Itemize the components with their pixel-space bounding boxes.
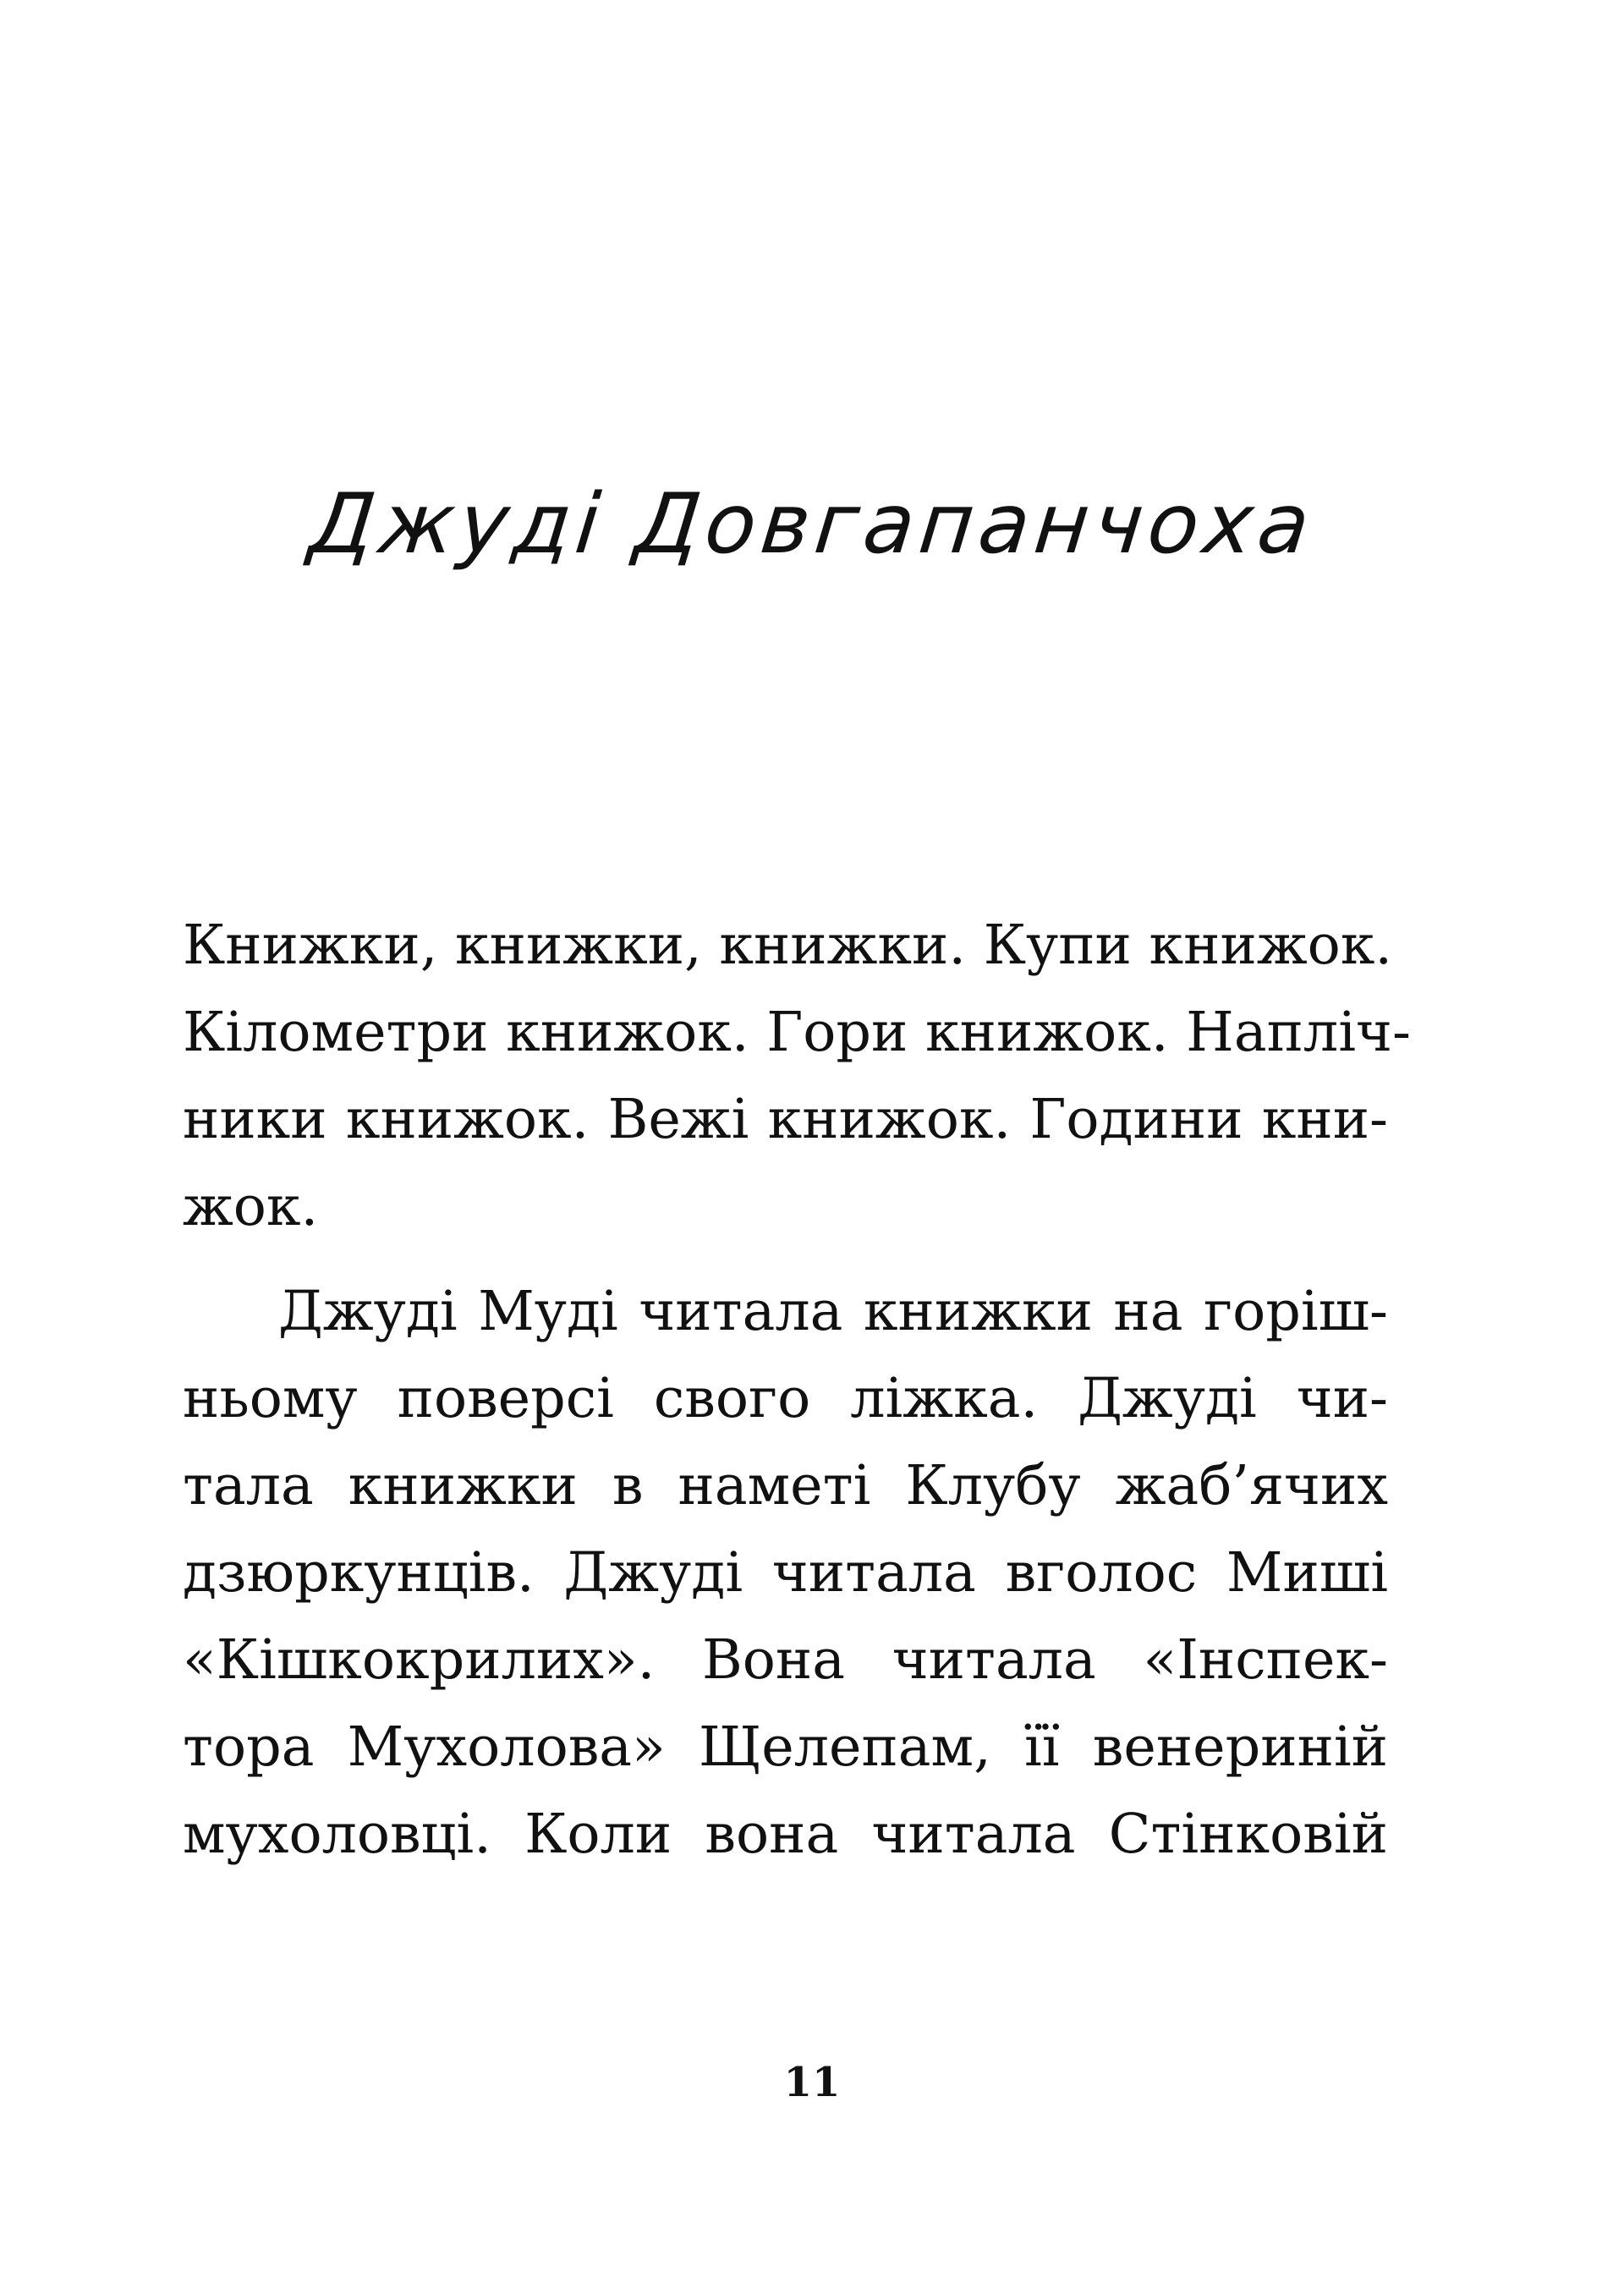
page-number: 11 xyxy=(783,2059,841,2106)
text-line: мухоловці. Коли вона читала Стінковій xyxy=(183,1803,1388,1866)
text-line: тала книжки в наметі Клубу жаб’ячих xyxy=(183,1454,1388,1517)
text-line: Кілометри книжок. Гори книжок. Напліч- xyxy=(183,1001,1411,1064)
chapter-title: Джуді Довгапанчоха xyxy=(304,476,1320,573)
text-line: жок. xyxy=(183,1175,319,1238)
paragraph xyxy=(183,1268,1388,1878)
text-line: дзюркунців. Джуді читала вголос Миші xyxy=(183,1541,1388,1605)
text-line: Джуді Муді читала книжки на горіш- xyxy=(278,1280,1388,1343)
text-line: тора Мухолова» Щелепам, її венериній xyxy=(183,1715,1388,1779)
text-line: Книжки, книжки, книжки. Купи книжок. xyxy=(183,914,1393,977)
text-line: ники книжок. Вежі книжок. Години кни- xyxy=(183,1088,1388,1151)
paragraph-gap xyxy=(183,1250,1388,1268)
paragraph xyxy=(183,902,1411,1250)
body-text xyxy=(183,902,1411,1878)
text-line: «Кішкокрилих». Вона читала «Інспек- xyxy=(183,1628,1388,1692)
text-line: ньому поверсі свого ліжка. Джуді чи- xyxy=(183,1367,1388,1430)
